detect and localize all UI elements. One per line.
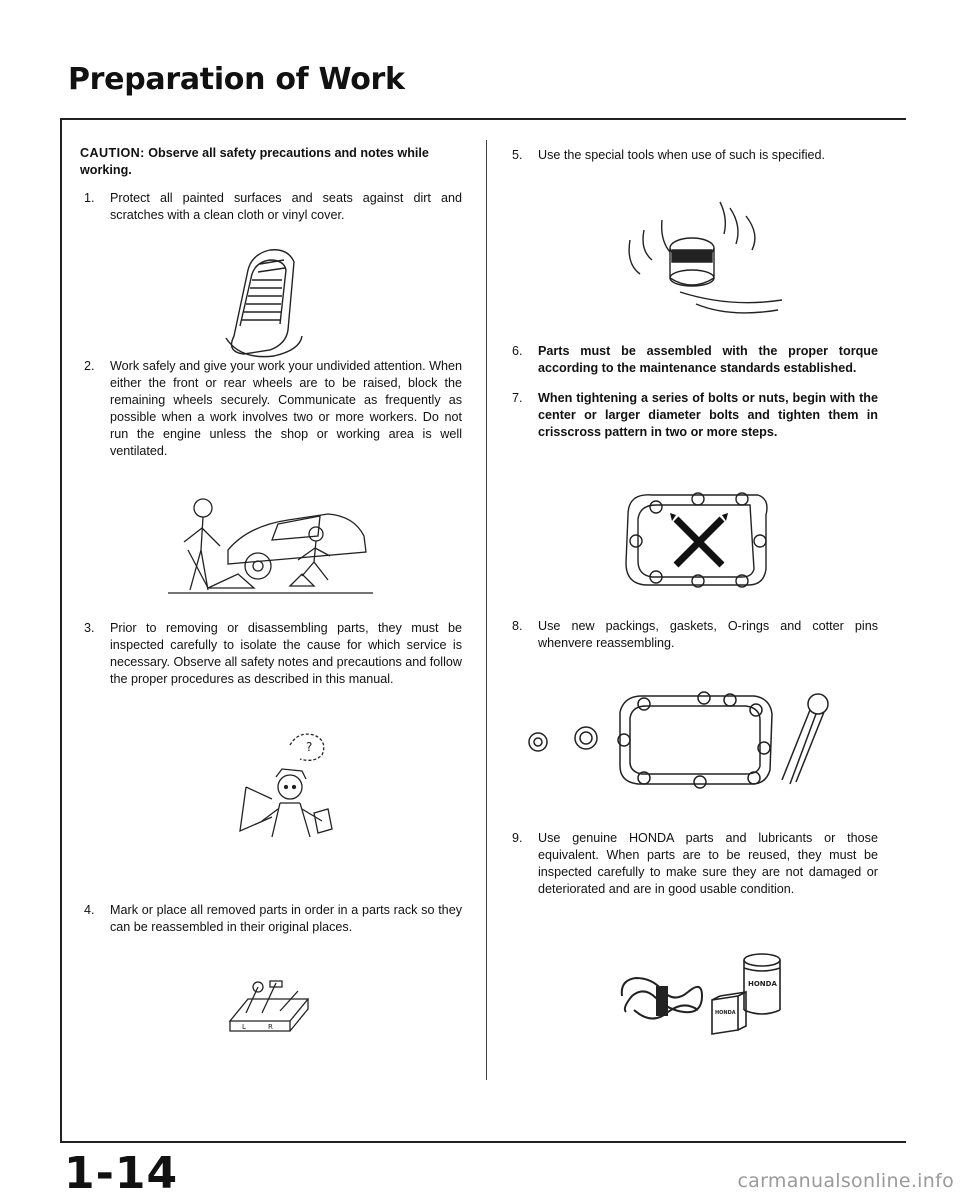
step-3 xyxy=(80,620,462,688)
step-number: 6. xyxy=(512,344,523,358)
column-divider xyxy=(486,140,487,1080)
step-number: 9. xyxy=(512,831,523,845)
step-1 xyxy=(80,190,462,224)
step-5 xyxy=(508,147,878,164)
page-title: Preparation of Work xyxy=(68,62,405,97)
page-number: 1-14 xyxy=(64,1148,179,1199)
step-4 xyxy=(80,902,462,936)
frame-top-rule xyxy=(60,118,906,120)
rack-label-right: R xyxy=(268,1023,273,1031)
step-number: 4. xyxy=(84,903,95,917)
step-text: Use new packings, gaskets, O-rings and cotter pins whenvere reassembling. xyxy=(538,619,878,650)
step-number: 5. xyxy=(512,148,523,162)
watermark: carmanualsonline.info xyxy=(737,1170,954,1192)
rack-label-left: L xyxy=(242,1023,246,1031)
frame-left-rule xyxy=(60,118,62,1142)
caution-label: CAUTION: xyxy=(80,146,145,160)
frame-bottom-rule xyxy=(60,1141,906,1143)
step-text: Protect all painted surfaces and seats against dirt and scratches with a clean cloth or vinyl cover. xyxy=(110,191,462,222)
step-number: 8. xyxy=(512,619,523,633)
crisscross-pattern-illustration xyxy=(618,485,778,595)
caution-note xyxy=(80,145,462,179)
step-9 xyxy=(508,830,878,898)
box-label: HONDA xyxy=(715,1010,736,1016)
can-label: HONDA xyxy=(748,980,777,988)
special-tool-illustration xyxy=(610,188,790,328)
step-text: Parts must be assembled with the proper torque according to the maintenance standards established. xyxy=(538,344,878,375)
step-number: 7. xyxy=(512,391,523,405)
step-text: When tightening a series of bolts or nuts, begin with the center or larger diameter bolts and tighten them in crisscross pattern in two or more steps. xyxy=(538,391,878,439)
genuine-parts-illustration xyxy=(612,940,792,1040)
inspecting-mechanic-illustration xyxy=(218,725,358,845)
step-text: Prior to removing or disassembling parts, they must be inspected carefully to isolate the cause for which service is necessary. Observe all safety notes and precautions and follow the proper procedures as described in this manual. xyxy=(110,621,462,686)
step-2 xyxy=(80,358,462,460)
step-text: Use genuine HONDA parts and lubricants or those equivalent. When parts are to be reused, they must be inspected carefully to make sure they are not damaged or deteriorated and are in good usable condition. xyxy=(538,831,878,896)
step-text: Mark or place all removed parts in order in a parts rack so they can be reassembled in their original places. xyxy=(110,903,462,934)
gaskets-orings-illustration xyxy=(524,688,854,798)
step-7 xyxy=(508,390,878,441)
step-8 xyxy=(508,618,878,652)
parts-rack-illustration xyxy=(224,975,314,1045)
step-text: Work safely and give your work your undivided attention. When either the front or rear wheels are to be raised, block the remaining wheels securely. Communicate as frequently as possible when a work involves two or more workers. Do not run the engine unless the shop or working area is well ventilated. xyxy=(110,359,462,458)
car-on-jack-illustration xyxy=(168,490,378,600)
step-6 xyxy=(508,343,878,377)
step-number: 1. xyxy=(84,191,95,205)
svg-text:?: ? xyxy=(306,740,313,754)
seat-cover-illustration xyxy=(200,240,320,360)
step-text: Use the special tools when use of such is specified. xyxy=(538,148,826,162)
caution-text: Observe all safety precautions and notes while working. xyxy=(80,146,429,177)
step-number: 2. xyxy=(84,359,95,373)
step-number: 3. xyxy=(84,621,95,635)
